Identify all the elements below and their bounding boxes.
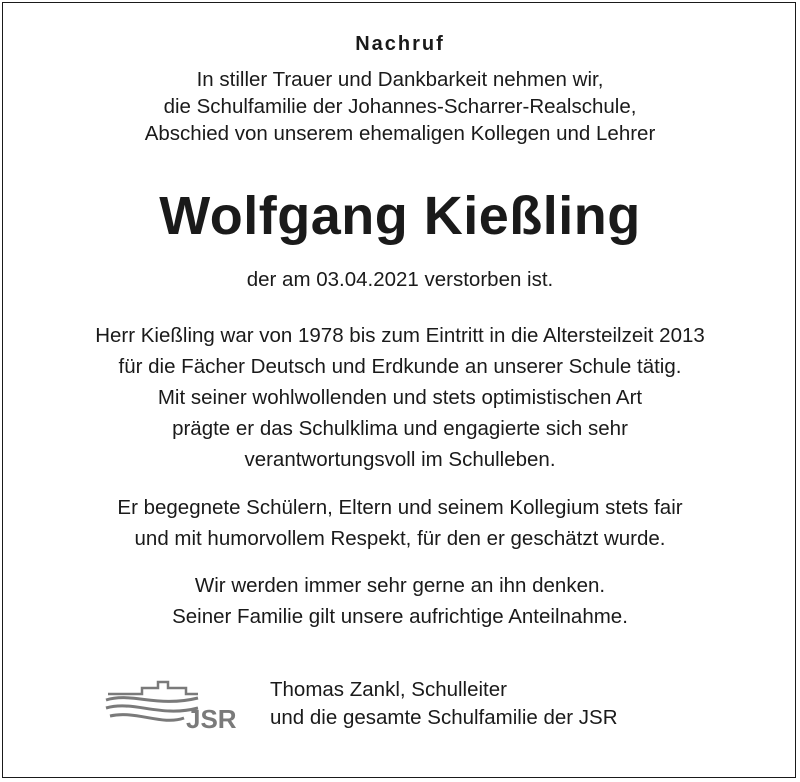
signature-line: und die gesamte Schulfamilie der JSR [270,706,618,729]
signature-block [270,676,618,732]
paragraph-line: verantwortungsvoll im Schulleben. [244,448,556,471]
intro-line: die Schulfamilie der Johannes-Scharrer-Realschule, [163,95,637,118]
intro-text [0,66,800,147]
paragraph-line: Mit seiner wohlwollenden und stets optimistischen Art [157,386,643,409]
notice-heading: Nachruf [355,33,445,55]
death-date-line: der am 03.04.2021 verstorben ist. [246,268,554,291]
paragraph-line: Herr Kießling war von 1978 bis zum Eintritt in die Altersteilzeit 2013 [95,324,705,347]
paragraph-line: prägte er das Schulklima und engagierte sich sehr [172,417,628,440]
paragraph-line: Er begegnete Schülern, Eltern und seinem Kollegium stets fair [117,496,683,519]
paragraph-line: Seiner Familie gilt unsere aufrichtige Anteilnahme. [172,605,628,628]
tribute-paragraph [0,492,800,554]
paragraph-line: für die Fächer Deutsch und Erdkunde an unserer Schule tätig. [118,355,682,378]
signature-line: Thomas Zankl, Schulleiter [270,678,507,701]
paragraph-line: Wir werden immer sehr gerne an ihn denken. [194,574,606,597]
tribute-paragraph [0,320,800,475]
intro-line: Abschied von unserem ehemaligen Kollegen und Lehrer [144,122,656,145]
school-logo-icon [102,674,252,732]
intro-line: In stiller Trauer und Dankbarkeit nehmen wir, [196,68,604,91]
deceased-name: Wolfgang Kießling [159,186,641,246]
logo-text: JSR [186,704,237,732]
closing-paragraph [0,570,800,632]
paragraph-line: und mit humorvollem Respekt, für den er geschätzt wurde. [134,527,666,550]
